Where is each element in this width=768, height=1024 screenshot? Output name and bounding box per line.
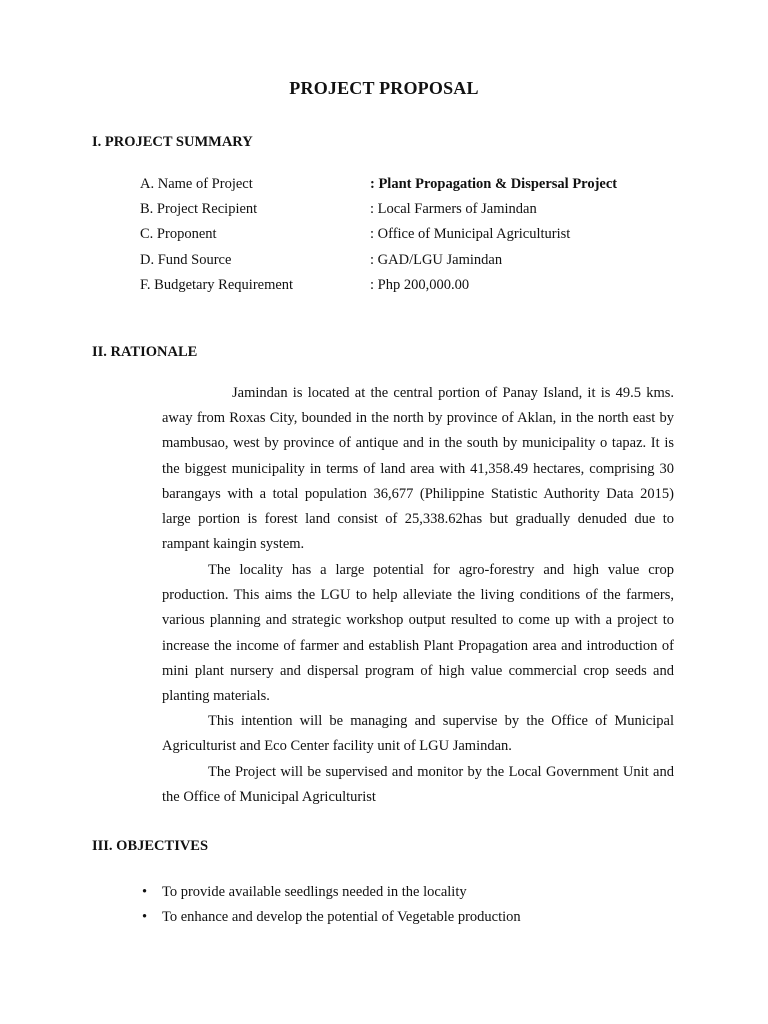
summary-value: : Plant Propagation & Dispersal Project (370, 176, 618, 192)
section-heading-summary: I. PROJECT SUMMARY (92, 134, 253, 150)
summary-label: F. Budgetary Requirement (140, 277, 294, 293)
document-title: PROJECT PROPOSAL (289, 78, 479, 98)
rationale-paragraph: Jamindan is located at the central portion of Panay Island, it is 49.5 kms. away from Roxas City, bounded in the north by province of Aklan, in the north east by mambusao, west by province of antique and in the south by municipality o tapaz. It is the biggest municipality in terms of land area with 41,358.49 hectares, comprising 30 barangays with a total population 36,677 (Philippine Statistic Authority Data 2015) large portion is forest land consist of 25,338.62has but gradually denuded due to rampant kaingin system. (162, 385, 674, 553)
objective-text: To enhance and develop the potential of Vegetable production (162, 909, 521, 925)
list-item (140, 884, 700, 909)
summary-value: : GAD/LGU Jamindan (370, 252, 503, 268)
summary-row (140, 176, 700, 196)
summary-label: C. Proponent (140, 226, 217, 242)
summary-label: A. Name of Project (140, 176, 253, 192)
objective-text: To provide available seedlings needed in the locality (162, 884, 467, 900)
rationale-paragraph: The locality has a large potential for agro-forestry and high value crop production. This aims the LGU to help alleviate the living conditions of the farmers, various planning and strategic workshop output resulted to come up with a project to increase the income of farmer and establish Plant Propagation area and introduction of mini plant nursery and dispersal program of high value commercial crop seeds and planting materials. (162, 562, 674, 705)
summary-row (140, 252, 700, 272)
summary-label: D. Fund Source (140, 252, 232, 268)
rationale-paragraph: This intention will be managing and supervise by the Office of Municipal Agriculturist and Eco Center facility unit of LGU Jamindan. (162, 713, 674, 755)
list-item (140, 909, 700, 934)
summary-value: : Local Farmers of Jamindan (370, 201, 537, 217)
summary-label: B. Project Recipient (140, 201, 258, 217)
summary-row (140, 226, 700, 246)
bullet-icon: • (142, 909, 148, 925)
section-heading-objectives: III. OBJECTIVES (92, 838, 209, 854)
summary-value: : Php 200,000.00 (370, 277, 470, 293)
bullet-icon: • (142, 884, 148, 900)
summary-row (140, 201, 700, 221)
summary-row (140, 277, 700, 297)
rationale-paragraph: The Project will be supervised and monitor by the Local Government Unit and the Office of Municipal Agriculturist (162, 764, 674, 806)
section-heading-rationale: II. RATIONALE (92, 344, 198, 360)
summary-value: : Office of Municipal Agriculturist (370, 226, 571, 242)
objectives-list (140, 884, 700, 934)
